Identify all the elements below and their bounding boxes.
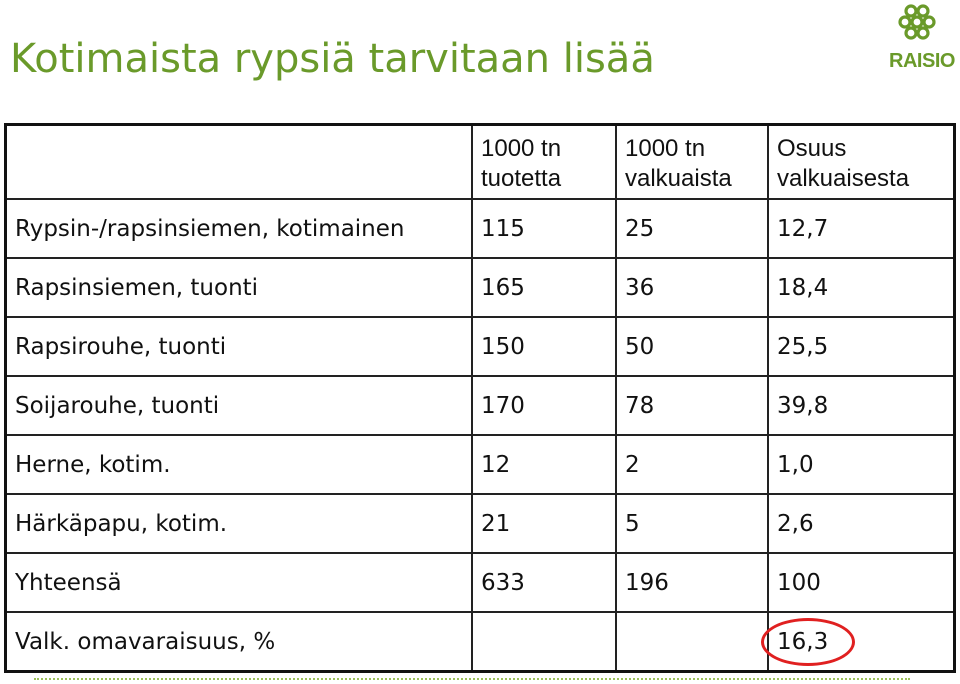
cell-osuus-highlighted [768,612,955,672]
table-row [6,376,955,435]
cell-osuus: 18,4 [768,258,955,317]
cell-osuus: 1,0 [768,435,955,494]
cell-osuus: 25,5 [768,317,955,376]
slide-title: Kotimaista rypsiä tarvitaan lisää [10,36,655,82]
header-cell-empty [6,125,473,200]
row-label: Yhteensä [6,553,473,612]
cell-tuotetta: 115 [472,199,616,258]
cell-tuotetta [472,612,616,672]
table-row-self-sufficiency [6,612,955,672]
red-circle-annotation [761,618,855,666]
cell-valkuaista: 78 [616,376,768,435]
row-label: Valk. omavaraisuus, % [6,612,473,672]
cell-valkuaista: 2 [616,435,768,494]
cell-valkuaista: 25 [616,199,768,258]
cell-osuus: 100 [768,553,955,612]
cell-valkuaista [616,612,768,672]
cell-tuotetta: 633 [472,553,616,612]
cell-osuus: 39,8 [768,376,955,435]
highlighted-value [777,629,828,655]
table-row [6,317,955,376]
table-row [6,435,955,494]
table-row [6,494,955,553]
cell-valkuaista: 196 [616,553,768,612]
row-label: Rapsinsiemen, tuonti [6,258,473,317]
header-cell-osuus: Osuus valkuaisesta [768,125,955,200]
cell-tuotetta: 21 [472,494,616,553]
cell-valkuaista: 5 [616,494,768,553]
table-row-total [6,553,955,612]
row-label: Herne, kotim. [6,435,473,494]
highlighted-value-text: 16,3 [777,628,829,655]
cell-tuotetta: 170 [472,376,616,435]
cell-valkuaista: 36 [616,258,768,317]
table-header-row [6,125,955,200]
row-label: Rapsirouhe, tuonti [6,317,473,376]
raisio-logo [880,4,960,70]
protein-table [4,123,956,673]
cell-tuotetta: 165 [472,258,616,317]
row-label: Härkäpapu, kotim. [6,494,473,553]
header-cell-tuotetta: 1000 tn tuotetta [472,125,616,200]
cell-valkuaista: 50 [616,317,768,376]
cell-tuotetta: 150 [472,317,616,376]
header-cell-valkuaista: 1000 tn valkuaista [616,125,768,200]
row-label: Soijarouhe, tuonti [6,376,473,435]
row-label: Rypsin-/rapsinsiemen, kotimainen [6,199,473,258]
cell-osuus: 12,7 [768,199,955,258]
cell-osuus: 2,6 [768,494,955,553]
cell-tuotetta: 12 [472,435,616,494]
footer-dotted-divider [34,678,910,680]
logo-wordmark: RAISIO [889,50,955,72]
table-row [6,258,955,317]
table-row [6,199,955,258]
raisio-logo-icon [880,4,960,50]
